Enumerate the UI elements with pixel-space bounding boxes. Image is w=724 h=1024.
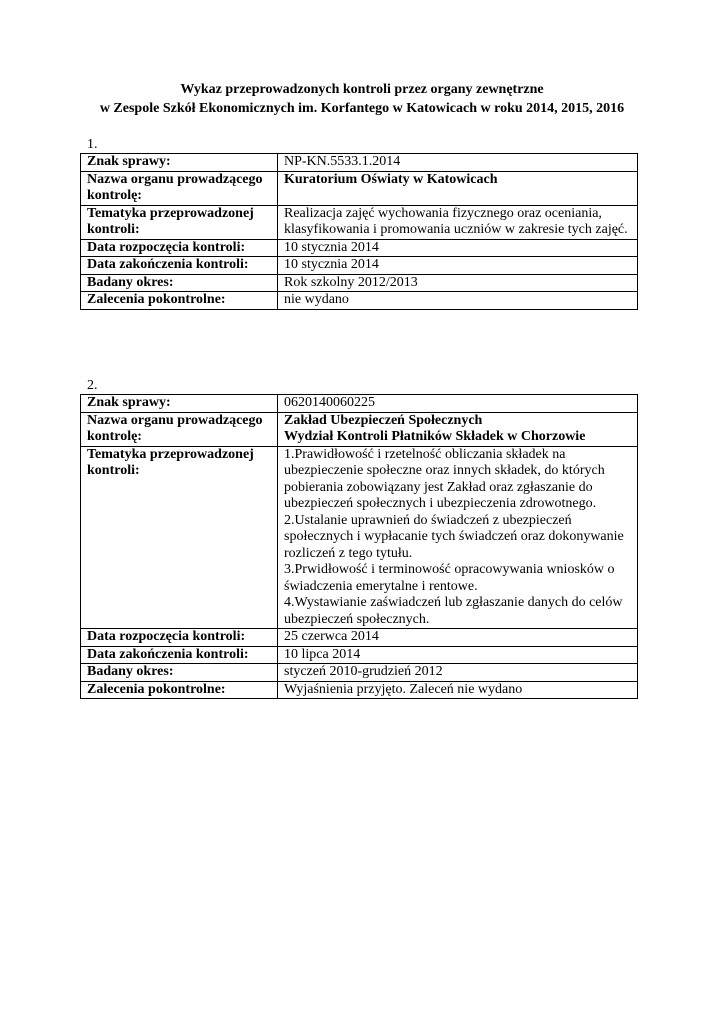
table-row <box>81 292 638 310</box>
table-row <box>81 205 638 239</box>
inspection-topic-value <box>278 205 638 239</box>
inspection-topic-value <box>278 446 638 629</box>
value-line: 0620140060225 <box>284 395 375 410</box>
table-row <box>81 274 638 292</box>
value-line: Rok szkolny 2012/2013 <box>284 274 418 290</box>
start-date-label: Data rozpoczęcia kontroli: <box>81 629 278 647</box>
recommendations-label: Zalecenia pokontrolne: <box>81 292 278 310</box>
examined-period-label: Badany okres: <box>81 274 278 292</box>
value-line: Kuratorium Oświaty w Katowicach <box>284 171 498 187</box>
record-1-number: 1. <box>87 137 98 152</box>
examined-period-value <box>278 274 638 292</box>
case-number-label: Znak sprawy: <box>81 154 278 172</box>
recommendations-value <box>278 292 638 310</box>
table-row <box>81 395 638 413</box>
table-row <box>81 446 638 629</box>
value-line: 2.Ustalanie uprawnień do świadczeń z ubezpieczeń społecznych i wypłacanie tych świadczeń oraz dokonywanie rozliczeń z tego tytułu. <box>284 512 624 561</box>
end-date-label: Data zakończenia kontroli: <box>81 257 278 275</box>
value-line: 10 stycznia 2014 <box>284 257 379 272</box>
value-line: Wydział Kontroli Płatników Składek w Chorzowie <box>284 429 586 444</box>
table-row <box>81 412 638 446</box>
table-row <box>81 681 638 699</box>
table-row <box>81 257 638 275</box>
value-line: Realizacja zajęć wychowania fizycznego oraz oceniania, klasyfikowania i promowania uczniów w zakresie tych zajęć. <box>284 205 628 237</box>
authority-name-value <box>278 171 638 205</box>
value-line: Wyjaśnienia przyjęto. Zaleceń nie wydano <box>284 681 523 697</box>
record-2-number: 2. <box>87 378 98 393</box>
table-row <box>81 646 638 664</box>
end-date-label: Data zakończenia kontroli: <box>81 646 278 664</box>
value-line: styczeń 2010-grudzień 2012 <box>284 664 443 679</box>
case-number-value <box>278 395 638 413</box>
recommendations-value <box>278 681 638 699</box>
inspection-topic-label: Tematyka przeprowadzonej kontroli: <box>81 446 278 629</box>
authority-name-value <box>278 412 638 446</box>
value-line: nie wydano <box>284 292 349 307</box>
value-line: 25 czerwca 2014 <box>284 629 379 644</box>
table-row <box>81 154 638 172</box>
table-row <box>81 171 638 205</box>
value-line: 1.Prawidłowość i rzetelność obliczania składek na ubezpieczenie społeczne oraz innych składek, do których pobierania zobowiązany jest Zakład oraz zgłaszanie do ubezpieczeń społecznych i ubezpieczenia zdrowotnego. <box>284 446 605 511</box>
record-2-table <box>80 394 638 699</box>
value-line: 10 lipca 2014 <box>284 646 361 662</box>
record-1-table <box>80 153 638 310</box>
end-date-value <box>278 646 638 664</box>
inspection-topic-label: Tematyka przeprowadzonej kontroli: <box>81 205 278 239</box>
case-number-value <box>278 154 638 172</box>
examined-period-label: Badany okres: <box>81 664 278 682</box>
authority-name-label: Nazwa organu prowadzącego kontrolę: <box>81 412 278 446</box>
value-line: NP-KN.5533.1.2014 <box>284 154 401 169</box>
document-title-line-2: w Zespole Szkół Ekonomicznych im. Korfantego w Katowicach w roku 2014, 2015, 2016 <box>99 101 625 116</box>
authority-name-label: Nazwa organu prowadzącego kontrolę: <box>81 171 278 205</box>
start-date-value <box>278 629 638 647</box>
start-date-label: Data rozpoczęcia kontroli: <box>81 239 278 257</box>
document-title-line-1: Wykaz przeprowadzonych kontroli przez organy zewnętrzne <box>180 82 544 97</box>
value-line: 4.Wystawianie zaświadczeń lub zgłaszanie danych do celów ubezpieczeń społecznych. <box>284 595 623 627</box>
start-date-value <box>278 239 638 257</box>
value-line: Zakład Ubezpieczeń Społecznych <box>284 412 483 428</box>
examined-period-value <box>278 664 638 682</box>
table-row <box>81 239 638 257</box>
table-row <box>81 664 638 682</box>
value-line: 10 stycznia 2014 <box>284 239 379 255</box>
case-number-label: Znak sprawy: <box>81 395 278 413</box>
recommendations-label: Zalecenia pokontrolne: <box>81 681 278 699</box>
value-line: 3.Prwidłowość i terminowość opracowywania wniosków o świadczenia emerytalne i rentowe. <box>284 562 615 594</box>
table-row <box>81 629 638 647</box>
end-date-value <box>278 257 638 275</box>
